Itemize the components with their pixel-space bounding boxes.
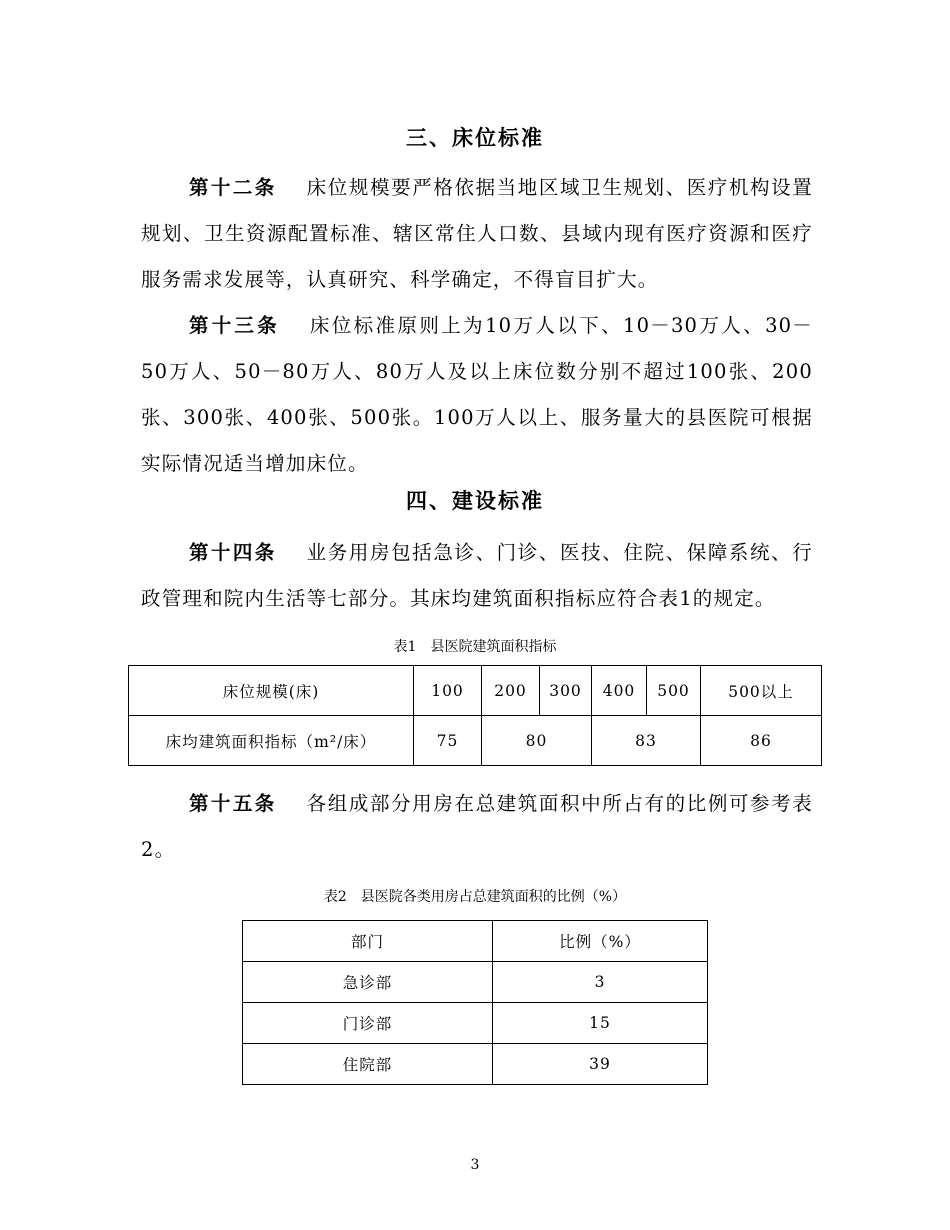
table1-cell-scale-500plus: 500以上 [701, 666, 822, 716]
table2-caption-number: 表2 [323, 889, 347, 905]
table-row [243, 1044, 708, 1085]
article-14 [141, 530, 813, 622]
section-title-bed-standard: 三、床位标准 [406, 126, 544, 150]
table1-row-area-per-bed [129, 716, 822, 766]
table2-cell-ratio: 39 [493, 1044, 708, 1085]
table-row [243, 962, 708, 1003]
table1-row-header-area-per-bed: 床均建筑面积指标（m²/床） [129, 716, 414, 766]
table1-caption-number: 表1 [393, 639, 417, 655]
table2-header-row [243, 921, 708, 962]
page-number: 3 [470, 1157, 480, 1173]
table1-caption-title: 县医院建筑面积指标 [430, 639, 557, 655]
table1-cell-value-83: 83 [592, 716, 701, 766]
table-row [243, 1003, 708, 1044]
article-13-label: 第十三条 [189, 314, 280, 337]
article-13-text: 床位标准原则上为10万人以下、10－30万人、30－50万人、50－80万人、80万人及以上床位数分别不超过100张、200张、300张、400张、500张。100万人以上、服务量大的县医院可根据实际情况适当增加床位。 [141, 314, 813, 475]
table1-cell-scale-500: 500 [647, 666, 701, 716]
table2-area-ratio [242, 920, 708, 1085]
table1-caption [0, 637, 950, 657]
table2-cell-department: 门诊部 [243, 1003, 493, 1044]
table2-cell-ratio: 3 [493, 962, 708, 1003]
article-14-text: 业务用房包括急诊、门诊、医技、住院、保障系统、行政管理和院内生活等七部分。其床均建筑面积指标应符合表1的规定。 [141, 541, 813, 610]
table2-cell-department: 急诊部 [243, 962, 493, 1003]
table1-building-area-index [128, 665, 822, 766]
article-12-label: 第十二条 [189, 176, 277, 199]
table1-cell-scale-300: 300 [540, 666, 592, 716]
table1-cell-value-80: 80 [482, 716, 592, 766]
article-14-label: 第十四条 [189, 541, 277, 564]
table1-row-bed-scale [129, 666, 822, 716]
table1-row-header-bed-scale: 床位规模(床) [129, 666, 414, 716]
table2-header-ratio: 比例（%） [493, 921, 708, 962]
table1-cell-value-75: 75 [414, 716, 482, 766]
table1-cell-value-86: 86 [701, 716, 822, 766]
table2-header-department: 部门 [243, 921, 493, 962]
table1-cell-scale-100: 100 [414, 666, 482, 716]
article-15 [141, 781, 813, 873]
article-15-text: 各组成部分用房在总建筑面积中所占有的比例可参考表2。 [141, 792, 813, 861]
article-13 [141, 303, 813, 487]
table2-cell-ratio: 15 [493, 1003, 708, 1044]
article-12-text: 床位规模要严格依据当地区域卫生规划、医疗机构设置规划、卫生资源配置标准、辖区常住人口数、县域内现有医疗资源和医疗服务需求发展等，认真研究、科学确定，不得盲目扩大。 [141, 176, 813, 291]
table1-cell-scale-200: 200 [482, 666, 540, 716]
article-12 [141, 165, 813, 303]
table2-cell-department: 住院部 [243, 1044, 493, 1085]
table2-caption [0, 887, 950, 907]
article-15-label: 第十五条 [189, 792, 277, 815]
table1-cell-scale-400: 400 [592, 666, 647, 716]
table2-caption-title: 县医院各类用房占总建筑面积的比例（%） [360, 889, 627, 905]
section-title-construction-standard: 四、建设标准 [406, 489, 544, 513]
